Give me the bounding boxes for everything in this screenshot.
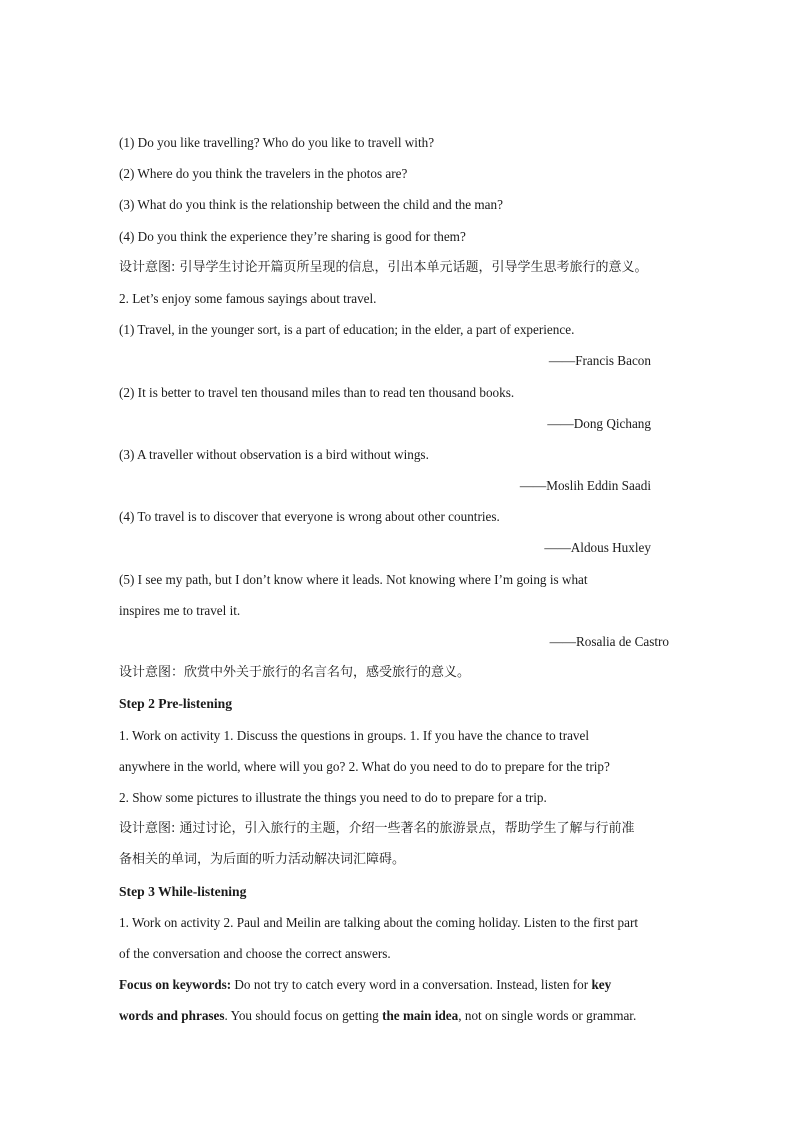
question-1: (1) Do you like travelling? Who do you like to travell with? (119, 135, 435, 150)
question-2: (2) Where do you think the travelers in the photos are? (119, 166, 408, 182)
design-intent-2: 设计意图：欣赏中外关于旅行的名言名句，感受旅行的意义。 (119, 665, 471, 681)
focus-key-words-a: key (591, 977, 612, 993)
saying-5-line-2: inspires me to travel it. (119, 602, 241, 618)
step-2-item-2: 2. Show some pictures to illustrate the things you need to do to prepare for a trip. (119, 789, 547, 805)
design-intent-3-line-2: 备相关的单词，为后面的听力活动解决词汇障碍。 (119, 852, 406, 868)
question-3: (3) What do you think is the relationship between the child and the man? (119, 197, 503, 213)
focus-keywords-line-1 (119, 969, 679, 1000)
saying-2-author: ——Dong Qichang (547, 415, 651, 431)
saying-1: (1) Travel, in the younger sort, is a part of education; in the elder, a part of experience. (119, 322, 575, 338)
sayings-intro: 2. Let’s enjoy some famous sayings about travel. (119, 290, 377, 306)
saying-5-author: ——Rosalia de Castro (549, 634, 669, 649)
focus-keywords-line-2 (119, 1000, 679, 1031)
step-3-item-1-line-1: 1. Work on activity 2. Paul and Meilin are talking about the coming holiday. Listen to the first part (119, 914, 639, 930)
step-2-heading: Step 2 Pre-listening (119, 696, 233, 712)
design-intent-3-line-1: 设计意图: 通过讨论，引入旅行的主题，介绍一些著名的旅游景点，帮助学生了解与行前准 (119, 821, 635, 837)
focus-text-2: . You should focus on getting (224, 1008, 383, 1024)
saying-2: (2) It is better to travel ten thousand miles than to read ten thousand books. (119, 384, 515, 400)
document-page (119, 127, 679, 1031)
saying-4-author: ——Aldous Huxley (544, 540, 651, 556)
saying-3-author: ——Moslih Eddin Saadi (519, 478, 651, 494)
focus-text-3: , not on single words or grammar. (458, 1008, 637, 1024)
focus-key-words-b: words and phrases (119, 1008, 225, 1024)
focus-keywords-label: Focus on keywords: (119, 977, 232, 993)
step-2-item-1-line-1: 1. Work on activity 1. Discuss the questions in groups. 1. If you have the chance to travel (119, 727, 590, 743)
design-intent-1: 设计意图: 引导学生讨论开篇页所呈现的信息，引出本单元话题，引导学生思考旅行的意义。 (119, 259, 648, 275)
focus-main-idea: the main idea (382, 1008, 459, 1024)
saying-4: (4) To travel is to discover that everyone is wrong about other countries. (119, 509, 500, 525)
saying-5-line-1: (5) I see my path, but I don’t know where it leads. Not knowing where I’m going is what (119, 571, 588, 587)
saying-1-author: ——Francis Bacon (548, 353, 651, 369)
step-3-heading: Step 3 While-listening (119, 883, 247, 899)
question-4: (4) Do you think the experience they’re sharing is good for them? (119, 228, 466, 244)
focus-text-1: Do not try to catch every word in a conversation. Instead, listen for (231, 977, 592, 993)
saying-3: (3) A traveller without observation is a bird without wings. (119, 446, 429, 462)
step-3-item-1-line-2: of the conversation and choose the correct answers. (119, 945, 391, 961)
step-2-item-1-line-2: anywhere in the world, where will you go? 2. What do you need to do to prepare for the trip? (119, 758, 610, 774)
